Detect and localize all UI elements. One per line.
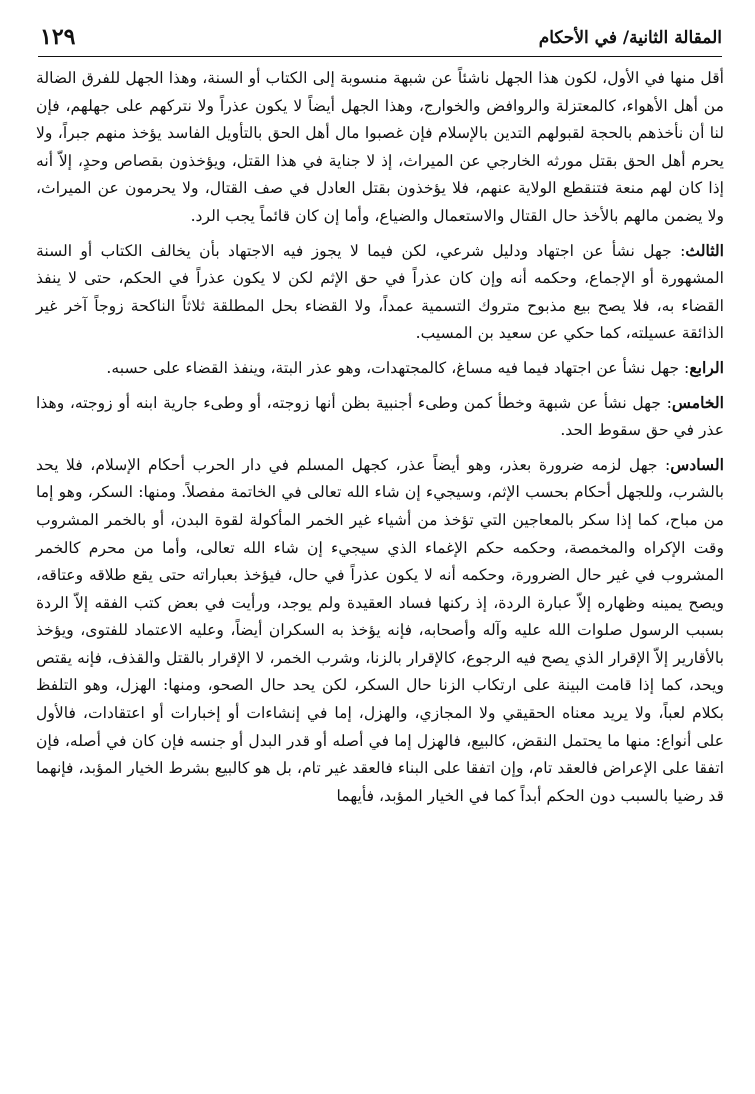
paragraph-third	[36, 237, 724, 348]
paragraph-fifth	[36, 389, 724, 445]
page-header	[36, 18, 724, 56]
paragraph-label: السادس	[670, 454, 724, 474]
page-body	[36, 65, 724, 810]
paragraph-text: : جهل نشأ عن اجتهاد فيما فيه مساغ، كالمجتهدات، وهو عذر البتة، وينفذ القضاء على حسبه.	[106, 358, 690, 377]
paragraph-sixth	[36, 451, 724, 811]
paragraph-text: : جهل نشأ عن شبهة وخطأ كمن وطىء أجنبية بظن أنها زوجته، أو وطىء جارية ابنه أو زوجته، وهذا عذر في حق سقوط الحد.	[36, 393, 724, 440]
paragraph-continuation	[36, 65, 724, 231]
paragraph-label: الخامس	[671, 392, 724, 412]
header-rule	[38, 56, 722, 57]
paragraph-label: الرابع	[689, 357, 724, 377]
paragraph-text: أقل منها في الأول، لكون هذا الجهل ناشئاً عن شبهة منسوبة إلى الكتاب أو السنة، وهذا الجهل للفرق الضالة من أهل الأهواء، كالمعتزلة والروافض والخوارج، وهذا الجهل أيضاً لا يكون عذراً ولا نتركهم على جهلهم، فإن لنا أن نأخذهم بالحجة لقبولهم التدين بالإسلام فإن غصبوا مال أهل الحق بالتأويل الفاسد يؤخذ منهم جبراً، ولا يحرم أهل الحق بقتل مورثه الخارجي عن الميراث، إذ لا جناية في هذا القتل، ويؤخذون بقصاص وحدٍ، إلاّ أنه إذا كان لهم منعة فتنقطع الولاية عنهم، فلا يؤخذون بقتل العادل في صف القتال، ولا يحرمون عن الميراث، ولا يضمن مالهم بالأخذ حال القتال والاستعمال والضياع، وأما إن كان قائماً يجب الرد.	[36, 69, 724, 225]
paragraph-text: : جهل نشأ عن اجتهاد ودليل شرعي، لكن فيما لا يجوز فيه الاجتهاد بأن يخالف الكتاب أو السنة المشهورة أو الإجماع، وحكمه أنه وإن كان عذراً في حق الإثم لكن لا يكون عذراً في الحكم، حتى لا ينفذ القضاء به، فلا يصح بيع مذبوح متروك التسمية عمداً، ولا القضاء بحل المطلقة ثلاثاً الناكحة زوجاً آخر غير الذائقة عسيلته، كما حكي عن سعيد بن المسيب.	[36, 241, 724, 343]
paragraph-text: : جهل لزمه ضرورة بعذر، وهو أيضاً عذر، كجهل المسلم في دار الحرب أحكام الإسلام، فلا يحد بالشرب، وللجهل أحكام بحسب الإثم، وسيجيء إن شاء الله تعالى في الخاتمة مفصلاً. ومنها: السكر، وهو إما من مباح، كما إذا سكر بالمعاجين التي تؤخذ من أشياء غير الخمر المأكولة لقوة البدن، أو بالخمر المشروب وقت الإكراه والمخمصة، وحكمه حكم الإغماء الذي سيجيء إن شاء الله تعالى، وأما من محرم كالخمر المشروب في غير حال الضرورة، وحكمه أنه لا يكون عذراً في حال، فيؤخذ بعباراته حتى يقع طلاقه وعتاقه، ويصح يمينه وظهاره إلاّ عبارة الردة، إذ ركنها فساد العقيدة ولم يوجد، ورأيت في بعض كتب الفقه إلاّ الردة بسبب الرسول صلوات الله عليه وآله وأصحابه، فإنه يؤخذ به السكران أيضاً، وعليه الاعتماد للفتوى، ويؤخذ بالأقارير إلاّ الإقرار الذي يصح فيه الرجوع، كالإقرار بالزنا، وشرب الخمر، لا الإقرار بالقتل والقذف، فإنه يقتص ويحد، كما إذا قامت البينة على ارتكاب الزنا حال السكر، لكن يحد حال الصحو، ومنها: الهزل، وهو التلفظ بكلام لعباً، ولا يريد معناه الحقيقي ولا المجازي، والهزل، إما في إنشاءات أو إخبارات أو اعتقادات، فالأول على أنواع: منها ما يحتمل النقض، كالبيع، فالهزل إما في أصله أو قدر البدل أو جنسه فإن كان في أصله، فإن اتفقا على الإعراض فالعقد تام، وإن اتفقا على البناء فالعقد غير تام، بل هو كالبيع بشرط الخيار المؤبد، فإنهما قد رضيا بالسبب دون الحكم أبداً كما في الخيار المؤبد، فأيهما	[36, 455, 724, 805]
book-page	[36, 18, 724, 1088]
paragraph-label: الثالث	[685, 240, 724, 260]
paragraph-fourth	[36, 354, 724, 383]
running-title: المقالة الثانية/ في الأحكام	[538, 28, 722, 48]
page-number: ١٢٩	[40, 24, 76, 50]
